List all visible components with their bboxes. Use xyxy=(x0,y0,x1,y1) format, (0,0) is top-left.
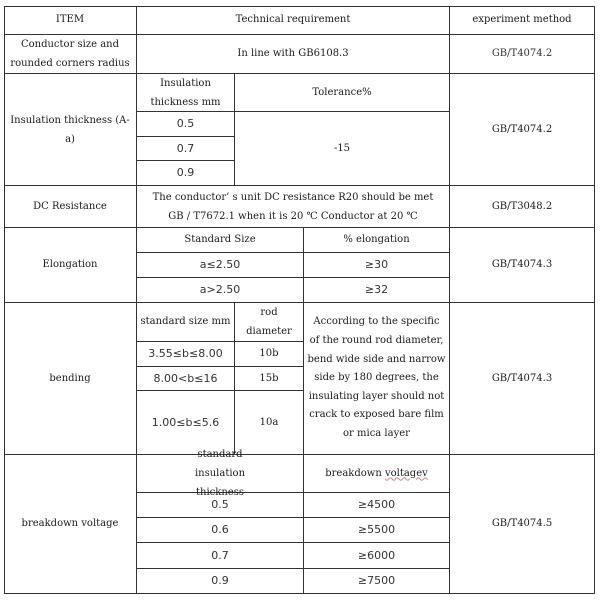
breakdown-row-2-value: ≥6000 xyxy=(304,543,450,569)
breakdown-row-2-thickness: 0.7 xyxy=(137,543,304,569)
insulation-item: Insulation thickness (A-a) xyxy=(4,74,137,186)
breakdown-row-3-value: ≥7500 xyxy=(304,569,450,594)
insulation-col1-header: Insulation thickness mm xyxy=(137,74,235,112)
insulation-method: GB/T4074.2 xyxy=(450,74,595,186)
dc-method: GB/T3048.2 xyxy=(450,186,595,228)
bending-row-0-rod: 10b xyxy=(235,342,304,367)
insulation-col2-header: Tolerance% xyxy=(235,74,450,112)
elongation-method: GB/T4074.3 xyxy=(450,228,595,303)
bending-note: According to the specific of the round rod diameter, bend wide side and narrow side by 180 degrees, the insulating layer should not crack to exposed bare film or mica layer xyxy=(304,303,450,455)
conductor-requirement: In line with GB6108.3 xyxy=(137,35,450,74)
bending-row-1-rod: 15b xyxy=(235,367,304,391)
header-requirement: Technical requirement xyxy=(137,6,450,35)
breakdown-row-3-thickness: 0.9 xyxy=(137,569,304,594)
insulation-row-0: 0.5 xyxy=(137,112,235,137)
bending-row-2-size: 1.00≤b≤5.6 xyxy=(137,391,235,455)
insulation-row-2: 0.9 xyxy=(137,161,235,186)
elongation-row-1-value: ≥32 xyxy=(304,278,450,303)
elongation-row-0-size: a≤2.50 xyxy=(137,253,304,278)
bending-col1-header: standard size mm xyxy=(137,303,235,342)
bending-col2-header: rod diameter xyxy=(235,303,304,342)
dc-requirement xyxy=(137,186,450,228)
header-item: ITEM xyxy=(4,6,137,35)
elongation-item: Elongation xyxy=(4,228,137,303)
bending-row-2-rod: 10a xyxy=(235,391,304,455)
conductor-method: GB/T4074.2 xyxy=(450,35,595,74)
breakdown-col2-header xyxy=(304,455,450,493)
dc-item: DC Resistance xyxy=(4,186,137,228)
elongation-row-1-size: a>2.50 xyxy=(137,278,304,303)
breakdown-method: GB/T4074.5 xyxy=(450,455,595,594)
dc-requirement-line1: The conductor’ s unit DC resistance R20 should be met xyxy=(152,191,434,203)
breakdown-row-1-thickness: 0.6 xyxy=(137,518,304,543)
elongation-col2-header: % elongation xyxy=(304,228,450,253)
breakdown-item: breakdown voltage xyxy=(4,455,137,594)
elongation-col1-header: Standard Size xyxy=(137,228,304,253)
conductor-item: Conductor size and rounded corners radius xyxy=(4,35,137,74)
breakdown-col2-header-prefix: breakdown xyxy=(325,467,385,479)
header-method: experiment method xyxy=(450,6,595,35)
dc-requirement-line2: GB / T7672.1 when it is 20 ℃ Conductor at 20 ℃ xyxy=(168,210,418,222)
bending-item: bending xyxy=(4,303,137,455)
bending-row-1-size: 8.00<b≤16 xyxy=(137,367,235,391)
breakdown-row-1-value: ≥5500 xyxy=(304,518,450,543)
breakdown-row-0-value: ≥4500 xyxy=(304,493,450,518)
bending-row-0-size: 3.55≤b≤8.00 xyxy=(137,342,235,367)
bending-method: GB/T4074.3 xyxy=(450,303,595,455)
insulation-row-1: 0.7 xyxy=(137,137,235,161)
elongation-row-0-value: ≥30 xyxy=(304,253,450,278)
breakdown-col2-header-word: voltagev xyxy=(384,467,428,479)
breakdown-col1-header: standard insulation thickness xyxy=(137,455,304,493)
breakdown-row-0-thickness: 0.5 xyxy=(137,493,304,518)
insulation-tolerance: -15 xyxy=(235,112,450,186)
